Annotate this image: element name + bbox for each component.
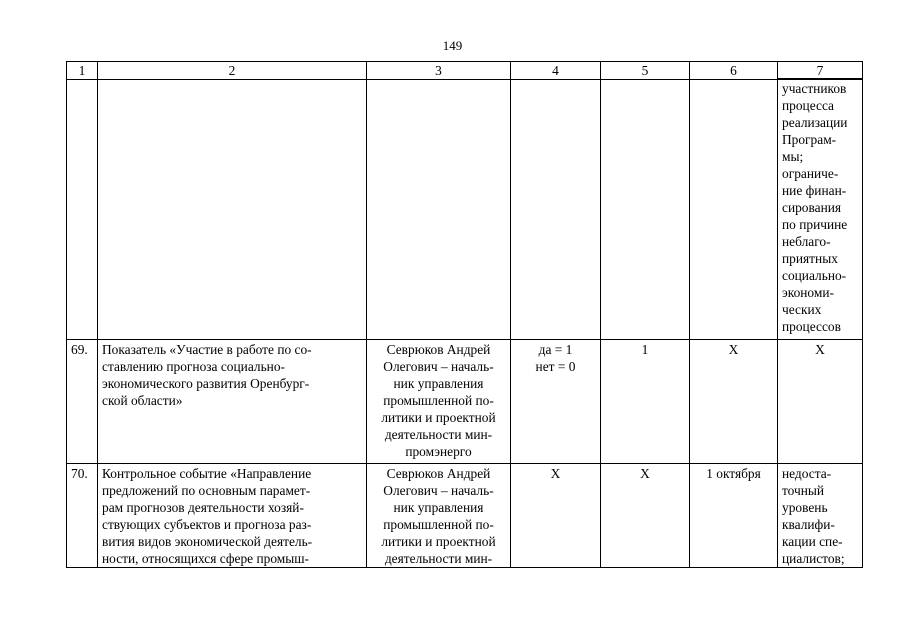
column-header: 7 — [778, 62, 863, 80]
cell-line: промышленной по- — [383, 392, 494, 408]
column-header: 4 — [511, 62, 601, 80]
cell-line: экономи- — [782, 285, 834, 300]
cell-line: Показатель «Участие в работе по со- — [102, 341, 312, 357]
cell-line: ности, относящихся сфере промыш- — [102, 550, 310, 566]
table-row — [67, 79, 863, 339]
name-cell — [98, 79, 367, 339]
cell-line: ставлению прогноза социально- — [102, 358, 285, 374]
risk-cell — [778, 339, 863, 463]
value-cell — [511, 339, 601, 463]
cell-line: уровень — [782, 499, 828, 515]
column-header: 1 — [67, 62, 98, 80]
cell-line: мы; — [782, 149, 804, 164]
column-header: 6 — [690, 62, 778, 80]
responsible-cell — [367, 79, 511, 339]
cell-line: Севрюков Андрей — [386, 341, 491, 357]
plan-table — [66, 61, 863, 568]
page-number: 149 — [442, 38, 463, 53]
row-number-cell: 69. — [67, 339, 98, 463]
cell-line: Програм- — [782, 132, 837, 147]
table-header-row — [67, 62, 863, 80]
cell-line: процессов — [782, 319, 841, 334]
cell-line: по причине — [782, 217, 848, 232]
cell-line: Х — [815, 341, 825, 357]
cell-line: ческих — [782, 302, 822, 317]
row-number-cell: 70. — [67, 463, 98, 567]
cell-line: социально- — [782, 268, 847, 283]
cell-line: реализации — [782, 115, 848, 130]
column-header: 3 — [367, 62, 511, 80]
cell-line: процесса — [782, 98, 834, 113]
cell-line: Х — [550, 465, 561, 481]
cell-line: Олегович – началь- — [383, 482, 494, 498]
value-cell — [511, 463, 601, 567]
cell-line: ние финан- — [782, 183, 847, 198]
cell-line: промэнерго — [405, 443, 472, 459]
cell-line: сирования — [782, 200, 842, 215]
column-6-cell: Х — [690, 339, 778, 463]
cell-line: циалистов; — [782, 550, 845, 566]
cell-line: ограниче- — [782, 166, 839, 181]
cell-line: ствующих субъектов и прогноза раз- — [102, 516, 312, 532]
column-header: 2 — [98, 62, 367, 80]
cell-line: промышленной по- — [383, 516, 494, 532]
cell-line: деятельности мин- — [384, 426, 493, 442]
cell-line: участников — [782, 81, 847, 96]
cell-line: литики и проектной — [381, 533, 496, 549]
cell-line: да = 1 — [538, 341, 573, 357]
cell-line: Контрольное событие «Направление — [102, 465, 312, 481]
column-header: 5 — [601, 62, 690, 80]
row-number-cell — [67, 79, 98, 339]
column-6-cell: 1 октября — [690, 463, 778, 567]
cell-line: предложений по основным парамет- — [102, 482, 311, 498]
value-cell — [511, 79, 601, 339]
responsible-cell — [367, 339, 511, 463]
cell-line: кации спе- — [782, 533, 843, 549]
cell-line: рам прогнозов деятельности хозяй- — [102, 499, 304, 515]
cell-line: ник управления — [393, 499, 484, 515]
cell-line: Олегович – началь- — [383, 358, 494, 374]
cell-line: Севрюков Андрей — [386, 465, 491, 481]
table-row — [67, 339, 863, 463]
cell-line: приятных — [782, 251, 838, 266]
column-5-cell: Х — [601, 463, 690, 567]
cell-line: литики и проектной — [381, 409, 496, 425]
cell-line: ской области» — [102, 392, 183, 408]
risk-cell — [778, 79, 863, 339]
cell-line: экономического развития Оренбург- — [102, 375, 310, 391]
cell-line: вития видов экономической деятель- — [102, 533, 313, 549]
cell-line: деятельности мин- — [384, 550, 493, 566]
cell-line: точный — [782, 482, 825, 498]
column-5-cell — [601, 79, 690, 339]
name-cell — [98, 463, 367, 567]
table-row — [67, 463, 863, 567]
cell-line: квалифи- — [782, 516, 835, 532]
cell-line: неблаго- — [782, 234, 831, 249]
name-cell — [98, 339, 367, 463]
cell-line: ник управления — [393, 375, 484, 391]
responsible-cell — [367, 463, 511, 567]
risk-cell — [778, 463, 863, 567]
column-5-cell: 1 — [601, 339, 690, 463]
column-6-cell — [690, 79, 778, 339]
cell-line: недоста- — [782, 465, 832, 481]
cell-line: нет = 0 — [535, 358, 576, 374]
